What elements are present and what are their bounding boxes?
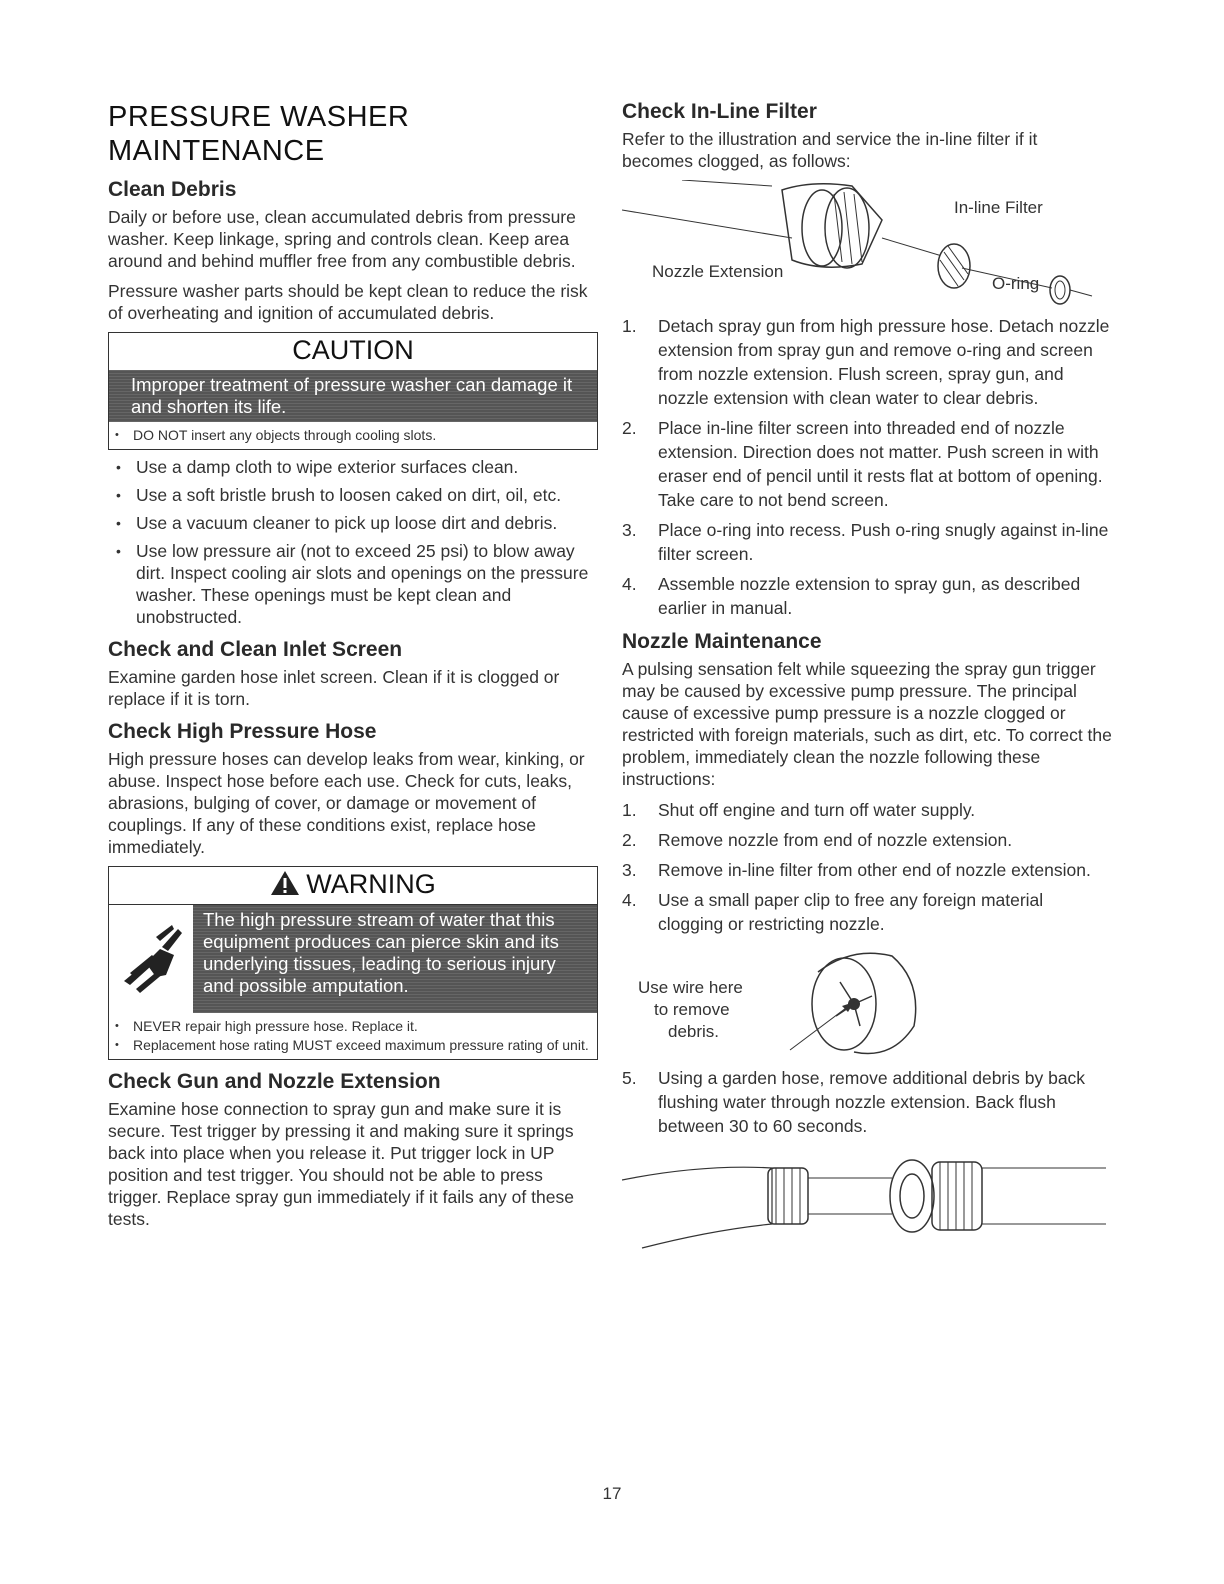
warning-title-row: [109, 867, 597, 904]
list-item: • Use low pressure air (not to exceed 25 psi) to blow away dirt. Inspect cooling air slots and openings on the pressure washer. These openings must be kept clean and unobstructed.: [108, 540, 598, 628]
gun-nozzle-heading: Check Gun and Nozzle Extension: [108, 1070, 441, 1093]
caution-item: • DO NOT insert any objects through cooling slots.: [109, 426, 591, 445]
title-line-1: PRESSURE WASHER: [108, 101, 410, 133]
hand-injury-icon: [109, 904, 193, 1013]
list-item: 1. Shut off engine and turn off water supply.: [622, 800, 976, 820]
back-flush-diagram: [622, 1144, 1112, 1254]
nozzle-diagram: [622, 942, 1112, 1066]
oring-label: O-ring: [992, 274, 1040, 293]
clean-debris-heading: Clean Debris: [108, 178, 237, 201]
wire-label-line-1: Use wire here: [638, 978, 743, 997]
list-item: 2. Remove nozzle from end of nozzle extension.: [622, 830, 1013, 850]
caution-title: CAUTION: [292, 335, 414, 365]
nozzle-step-5: [622, 1066, 1112, 1138]
inline-filter-heading: Check In-Line Filter: [622, 100, 817, 123]
inline-filter-para: Refer to the illustration and service the in-line filter if it becomes clogged, as follows:: [622, 129, 1038, 171]
list-item: 3. Remove in-line filter from other end of nozzle extension.: [622, 860, 1091, 880]
list-item: 4. Use a small paper clip to free any foreign material clogging or restricting nozzle.: [622, 890, 1044, 934]
wire-label-line-3: debris.: [668, 1022, 720, 1041]
inline-filter-diagram: [622, 180, 1112, 314]
list-item: 4. Assemble nozzle extension to spray gun, as described earlier in manual.: [622, 574, 1081, 618]
list-item: 2. Place in-line filter screen into threaded end of nozzle extension. Direction does not matter. Push screen in with eraser end of pencil until it rests flat at bottom of opening. Take care to not bend screen.: [622, 418, 1103, 510]
nozzle-maintenance-para: A pulsing sensation felt while squeezing the spray gun trigger may be caused by excessive pump pressure. The principal cause of excessive pump pressure is a nozzle clogged or restricted with foreign materials, such as dirt, etc. To correct the problem, immediately clean the nozzle following these instructions:: [622, 659, 1112, 789]
title-line-2: MAINTENANCE: [108, 135, 325, 167]
inline-filter-steps: [622, 314, 1112, 620]
warning-item: • NEVER repair high pressure hose. Replace it.: [109, 1017, 591, 1036]
page-number: 17: [602, 1484, 622, 1503]
high-pressure-hose-para: High pressure hoses can develop leaks from wear, kinking, or abuse. Inspect hose before each use. Check for cuts, leaks, abrasions, bulging of cover, or damage or movement of couplings. If any of these conditions exist, replace hose immediately.: [108, 749, 585, 857]
cleaning-list: [108, 456, 598, 628]
clean-debris-para-1: Daily or before use, clean accumulated debris from pressure washer. Keep linkage, spring and controls clean. Keep area around and behind muffler free from any combustible debris.: [108, 207, 576, 271]
caution-box: [108, 332, 598, 450]
list-item: 3. Place o-ring into recess. Push o-ring snugly against in-line filter screen.: [622, 520, 1109, 564]
right-column: [622, 100, 1112, 1254]
warning-item: • Replacement hose rating MUST exceed maximum pressure rating of unit.: [109, 1036, 591, 1055]
nozzle-maintenance-heading: Nozzle Maintenance: [622, 630, 822, 653]
nozzle-steps: [622, 798, 1112, 936]
page-title: [108, 100, 598, 168]
hose-connection-illustration: [622, 1144, 1112, 1254]
list-item: • Use a vacuum cleaner to pick up loose dirt and debris.: [108, 512, 598, 534]
gun-nozzle-para: Examine hose connection to spray gun and make sure it is secure. Test trigger by pressing it and making sure it springs back into place when you release it. Put trigger lock in UP position and test trigger. You should not be able to press trigger. Replace spray gun immediately if it fails any of these tests.: [108, 1099, 574, 1229]
warning-box: [108, 866, 598, 1060]
list-item: 1. Detach spray gun from high pressure hose. Detach nozzle extension from spray gun and remove o-ring and screen from nozzle extension. Flush screen, spray gun, and nozzle extension with clean water to clear debris.: [622, 316, 1110, 408]
inlet-screen-para: Examine garden hose inlet screen. Clean if it is clogged or replace if it is torn.: [108, 667, 560, 709]
warning-triangle-icon: [270, 870, 300, 896]
list-item: • Use a damp cloth to wipe exterior surfaces clean.: [108, 456, 598, 478]
filter-label: In-line Filter: [954, 198, 1043, 217]
left-column: [108, 100, 598, 1238]
warning-title: WARNING: [306, 869, 436, 899]
inlet-screen-heading: Check and Clean Inlet Screen: [108, 638, 403, 661]
nozzle-extension-label: Nozzle Extension: [652, 262, 784, 281]
high-pressure-hose-heading: Check High Pressure Hose: [108, 720, 377, 743]
warning-message: The high pressure stream of water that this equipment produces can pierce skin and its underlying tissues, leading to serious injury and possible amputation.: [193, 904, 597, 1013]
clean-debris-para-2: Pressure washer parts should be kept clean to reduce the risk of overheating and ignition of accumulated debris.: [108, 281, 588, 323]
caution-message: Improper treatment of pressure washer can damage it and shorten its life.: [109, 370, 597, 422]
list-item: 5. Using a garden hose, remove additional debris by back flushing water through nozzle extension. Back flush between 30 to 60 seconds.: [622, 1068, 1086, 1136]
wire-label-line-2: to remove: [654, 1000, 730, 1019]
list-item: • Use a soft bristle brush to loosen caked on dirt, oil, etc.: [108, 484, 598, 506]
